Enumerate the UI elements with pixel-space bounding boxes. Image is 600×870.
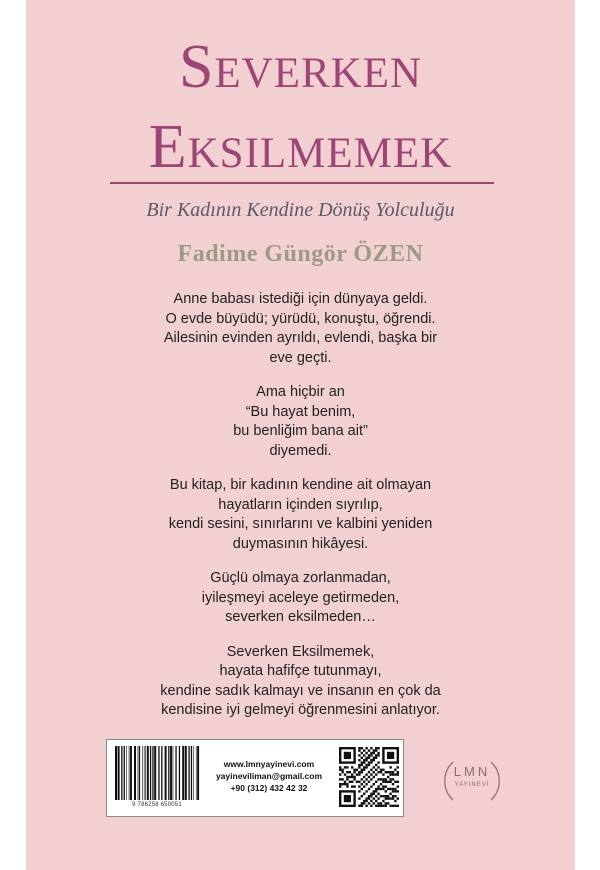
blurb-text: [26, 290, 575, 736]
blurb-line: hayata hafifçe tutunmayı,: [219, 663, 382, 679]
blurb-line: Ama hiçbir an: [256, 384, 345, 400]
blurb-paragraph: [26, 643, 575, 721]
blurb-line: duymasının hikâyesi.: [232, 535, 369, 552]
publisher-info-box: [106, 739, 404, 817]
blurb-line: kendine sadık kalmayı ve insanın en çok da: [160, 682, 441, 699]
blurb-line: Ailesinin evinden ayrıldı, evlendi, başka bir: [163, 330, 438, 346]
qr-code-icon: [339, 747, 399, 807]
blurb-line: kendisine iyi gelmeyi öğrenmesini anlatıyor.: [161, 702, 440, 718]
title-line-2: Eksilmemek: [148, 113, 453, 181]
logo-subtext: YAYINEVİ: [454, 782, 490, 788]
blurb-line: Severken Eksilmemek,: [226, 643, 375, 660]
blurb-line: “Bu hayat benim,: [245, 403, 356, 420]
logo-circle-icon: [441, 750, 503, 812]
blurb-line: Güçlü olmaya zorlanmadan,: [210, 570, 391, 586]
blurb-line: O evde büyüdü; yürüdü, konuştu, öğrendi.: [165, 310, 436, 327]
subtitle: Bir Kadının Kendine Dönüş Yolculuğu: [146, 199, 455, 221]
author-name: Fadime Güngör ÖZEN: [177, 241, 424, 267]
blurb-paragraph: [26, 290, 575, 368]
publisher-contact: [207, 758, 331, 794]
blurb-line: kendi sesini, sınırlarını ve kalbini yeniden: [168, 516, 433, 532]
blurb-paragraph: [26, 476, 575, 554]
blurb-line: eve geçti.: [269, 349, 332, 366]
logo-text: LMN: [453, 764, 491, 779]
blurb-line: severken eksilmeden…: [225, 609, 376, 625]
blurb-line: bu benliğim bana ait”: [233, 423, 368, 439]
blurb-line: Bu kitap, bir kadının kendine ait olmayan: [169, 477, 432, 493]
publisher-logo: [441, 750, 503, 812]
blurb-paragraph: [26, 569, 575, 628]
isbn-digits: 9 786258 650051: [132, 802, 182, 808]
publisher-email: yayineviliman@gmail.com: [215, 771, 323, 781]
blurb-line: hayatların içinden sıyrılıp,: [218, 496, 383, 513]
blurb-paragraph: [26, 383, 575, 461]
blurb-line: Anne babası istediği için dünyaya geldi.: [173, 291, 428, 307]
title-line-1: Severken: [178, 33, 423, 101]
book-back-cover: [26, 0, 575, 870]
blurb-line: iyileşmeyi aceleye getirmeden,: [201, 589, 400, 606]
publisher-phone: +90 (312) 432 42 32: [230, 783, 308, 793]
publisher-website: www.lmnyayinevi.com: [223, 759, 315, 769]
barcode-icon: [113, 746, 201, 802]
title-underline: [110, 182, 494, 184]
blurb-line: diyemedi.: [269, 442, 332, 459]
